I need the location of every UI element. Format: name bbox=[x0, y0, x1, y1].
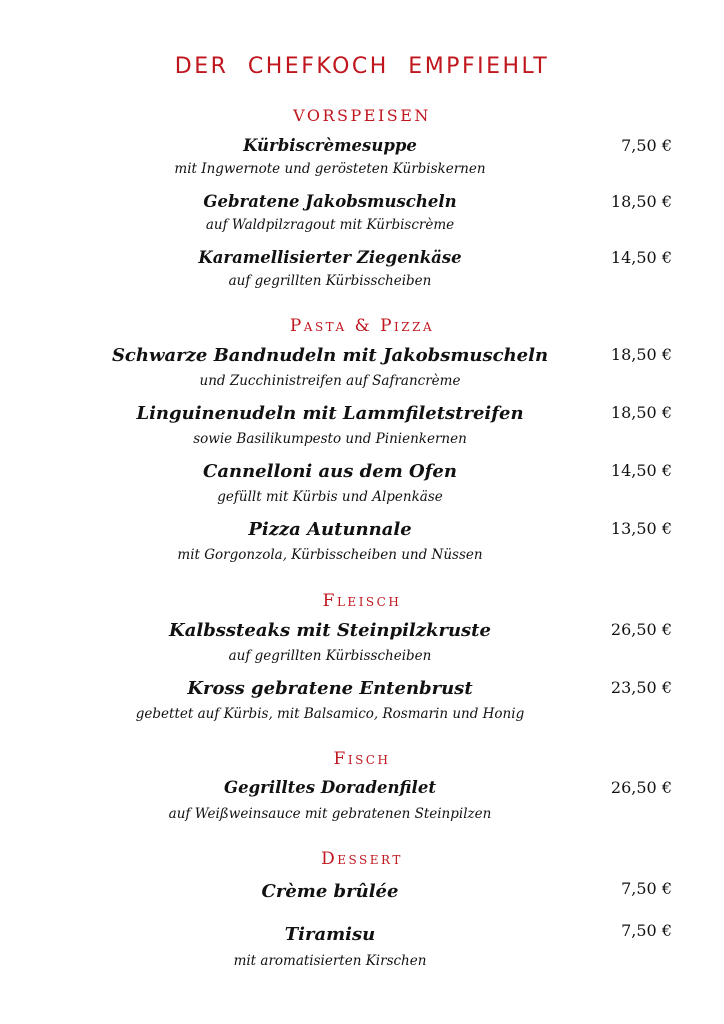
dish-description: mit Ingwernote und gerösteten Kürbiskernen bbox=[174, 161, 486, 177]
dish-price: 14,50 € bbox=[610, 248, 672, 267]
dish-description: sowie Basilikumpesto und Pinienkernen bbox=[193, 431, 467, 447]
dish-name: Tiramisu bbox=[284, 924, 376, 945]
dish-price: 18,50 € bbox=[610, 192, 672, 211]
dish-name: Kürbiscrèmesuppe bbox=[243, 136, 417, 155]
dish-price: 23,50 € bbox=[610, 678, 672, 697]
dish-name: Linguinenudeln mit Lammfiletstreifen bbox=[136, 403, 524, 424]
dish-name: Karamellisierter Ziegenkäse bbox=[198, 248, 462, 267]
dish-description: mit Gorgonzola, Kürbisscheiben und Nüssen bbox=[177, 547, 483, 563]
dish-price: 26,50 € bbox=[610, 778, 672, 797]
dish-name: Kross gebratene Entenbrust bbox=[187, 678, 473, 699]
dish-price: 13,50 € bbox=[610, 519, 672, 538]
dish-price: 18,50 € bbox=[610, 345, 672, 364]
dish-description: und Zucchinistreifen auf Safrancrème bbox=[199, 373, 461, 389]
section-title-fleisch: Fleisch bbox=[322, 591, 402, 611]
dish-price: 14,50 € bbox=[610, 461, 672, 480]
dish-description: auf Weißweinsauce mit gebratenen Steinpilzen bbox=[168, 806, 492, 822]
dish-description: mit aromatisierten Kirschen bbox=[233, 953, 427, 969]
dish-name: Crème brûlée bbox=[261, 881, 399, 902]
dish-price: 18,50 € bbox=[610, 403, 672, 422]
dish-price: 7,50 € bbox=[621, 921, 672, 940]
dish-name: Pizza Autunnale bbox=[248, 519, 412, 540]
dish-price: 7,50 € bbox=[621, 879, 672, 898]
dish-price: 26,50 € bbox=[610, 620, 672, 639]
section-title-dessert: Dessert bbox=[321, 849, 403, 869]
dish-name: Schwarze Bandnudeln mit Jakobsmuscheln bbox=[111, 345, 549, 366]
dish-name: Kalbssteaks mit Steinpilzkruste bbox=[169, 620, 491, 641]
dish-description: gebettet auf Kürbis, mit Balsamico, Rosmarin und Honig bbox=[135, 706, 525, 722]
dish-description: auf gegrillten Kürbisscheiben bbox=[228, 273, 432, 289]
dish-name: Gebratene Jakobsmuscheln bbox=[203, 192, 457, 211]
dish-name: Cannelloni aus dem Ofen bbox=[203, 461, 457, 482]
section-title-fisch: Fisch bbox=[333, 749, 391, 769]
dish-description: gefüllt mit Kürbis und Alpenkäse bbox=[217, 489, 443, 505]
dish-description: auf Waldpilzragout mit Kürbiscrème bbox=[205, 217, 455, 233]
section-title-vorspeisen: VORSPEISEN bbox=[293, 106, 431, 125]
dish-description: auf gegrillten Kürbisscheiben bbox=[228, 648, 432, 664]
menu-title: DER CHEFKOCH EMPFIEHLT bbox=[174, 54, 550, 79]
section-title-pasta-pizza: Pasta & Pizza bbox=[289, 316, 435, 336]
dish-name: Gegrilltes Doradenfilet bbox=[224, 778, 436, 797]
dish-price: 7,50 € bbox=[621, 136, 672, 155]
